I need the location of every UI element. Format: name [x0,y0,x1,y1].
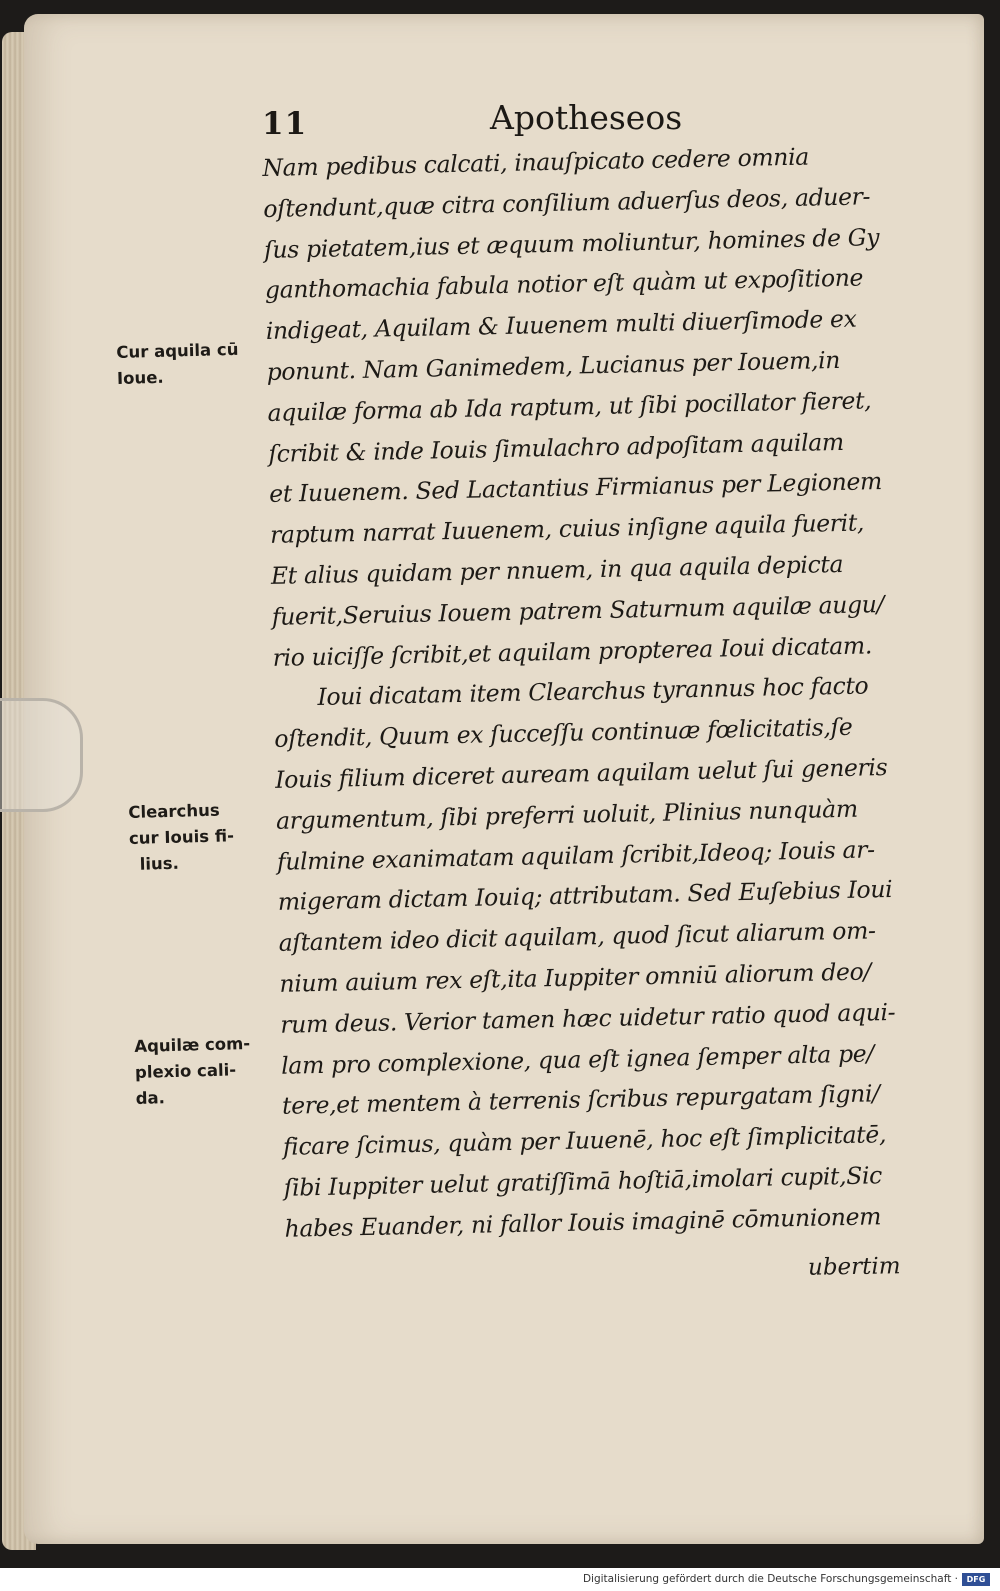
text-line: aquilæ forma ab Ida raptum, ut ſibi pocillator fieret, [267,386,872,427]
catchword: ubertim [807,1253,901,1281]
margin-note-line: plexio cali- [134,1060,237,1082]
text-line: et Iuuenem. Sed Lactantius Firmianus per Legionem [268,467,883,509]
text-line: indigeat, Aquilam & Iuuenem multi diuerſimode ex [265,304,857,346]
dfg-logo: DFG [962,1573,990,1586]
text-line: Ioui dicatam item Clearchus tyrannus hoc facto [317,671,869,712]
margin-note-line: da. [135,1088,166,1108]
funding-credit: Digitalisierung gefördert durch die Deutsche Forschungsgemeinschaft · [582,1573,958,1585]
digitization-footer [0,1568,1000,1591]
margin-note [134,1031,252,1112]
margin-note [116,337,239,392]
text-line: argumentum, ſibi preferri uoluit, Plinius nunquàm [275,794,859,835]
text-line: ganthomachia fabula notior eſt quàm ut expoſitione [264,263,864,305]
margin-note-line: lius. [139,853,180,874]
body-text [262,135,925,1250]
page-number: 11 [262,106,308,142]
text-line: Nam pedibus calcati, inauſpicato cedere omnia [262,142,810,182]
margin-note-line: Cur aquila cū [116,339,239,362]
text-line: ſus pietatem,ius et æquum moliuntur, homines de Gy [263,222,880,264]
text-line: fuerit,Seruius Iouem patrem Saturnum aquilæ augu/ [271,589,885,631]
text-line: raptum narrat Iuuenem, cuius inſigne aquila fuerit, [269,508,865,550]
text-line: rio uiciſſe ſcribit,et aquilam propterea Ioui dicatam. [272,630,873,672]
text-line: nium auium rex eſt,ita Iuppiter omniū aliorum deo/ [279,957,872,998]
text-line: aſtantem ideo dicit aquilam, quod ſicut aliarum om- [278,916,876,957]
text-line: ponunt. Nam Ganimedem, Lucianus per Iouem,in [266,345,841,386]
text-line: ſcribit & inde Iouis ſimulachro adpoſitam aquilam [268,427,845,468]
text-line: habes Euander, ni fallor Iouis imaginē cōmunionem [284,1201,882,1243]
text-line: fulmine exanimatam aquilam ſcribit,Ideoq; Iouis ar- [276,834,875,876]
margin-note-line: Ioue. [116,367,164,388]
margin-note [128,797,235,878]
margin-note-line: cur Iouis fi- [128,826,235,848]
margin-note-line: Aquilæ com- [134,1033,251,1056]
text-line: oſtendit, Quum ex ſucceſſu continuæ fœlicitatis,ſe [274,712,853,754]
text-line: lam pro complexione, qua eſt ignea ſemper alta pe/ [280,1038,875,1080]
text-line: oſtendunt,quæ citra conſilium aduerſus deos, aduer- [262,182,871,223]
text-line: migeram dictam Iouiq; attributam. Sed Euſebius Ioui [277,875,893,917]
margin-note-line: Clearchus [128,800,220,822]
page-clip [0,698,83,812]
text-line: Et alius quidam per nnuem, in qua aquila depicta [270,549,844,590]
text-line: rum deus. Verior tamen hæc uidetur ratio quod aqui- [280,997,896,1039]
text-line: ſibi Iuppiter uelut gratiſſimā hoſtiā,imolari cupit,Sic [283,1161,883,1202]
running-head: Apotheseos [490,98,683,137]
text-line: tere,et mentem à terrenis ſcribus repurgatam ſigni/ [281,1079,880,1121]
text-line: Iouis filium diceret auream aquilam uelut ſui generis [274,752,888,794]
text-line: ficare ſcimus, quàm per Iuuenē, hoc eſt ſimplicitatē, [282,1120,887,1161]
